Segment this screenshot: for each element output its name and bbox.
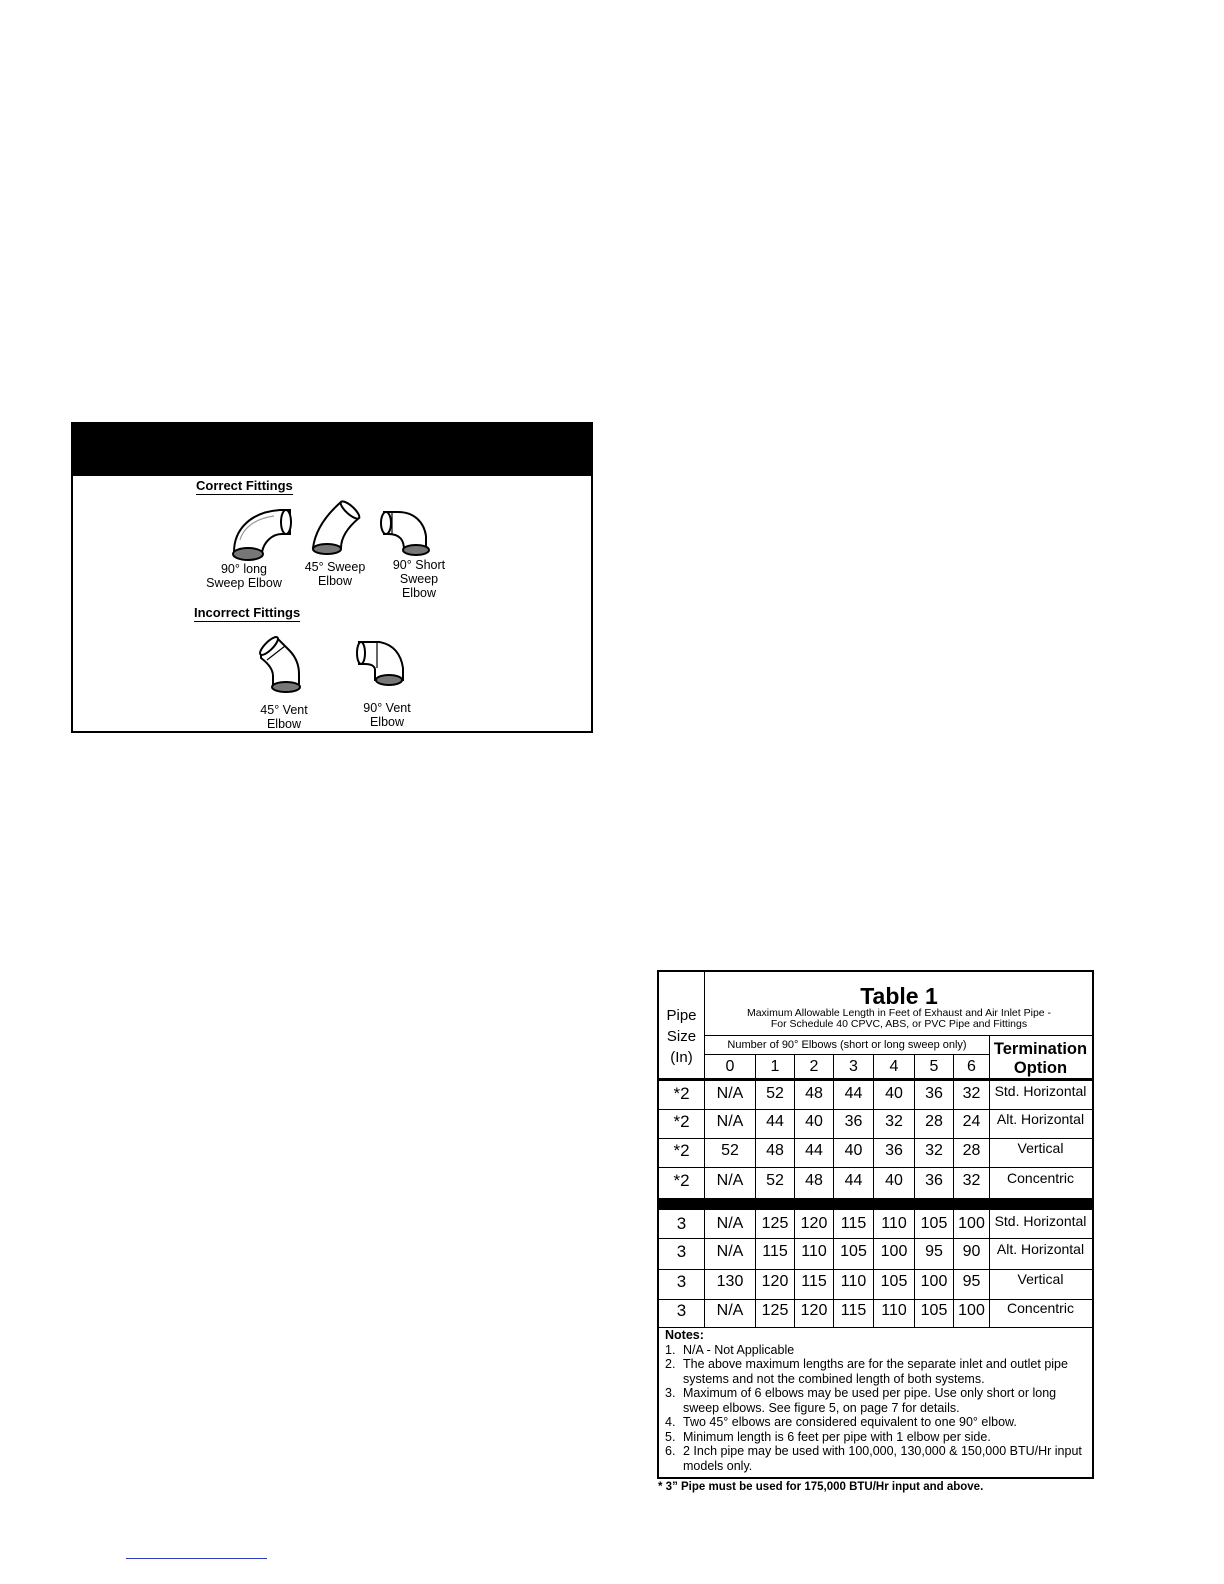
- note-text: The above maximum lengths are for the separate inlet and outlet pipe systems and not the combined length of both systems.: [683, 1357, 1068, 1386]
- row-termination: Vertical: [1017, 1271, 1064, 1287]
- header-line: Pipe: [666, 1007, 697, 1024]
- divider: [705, 1035, 1092, 1036]
- table-cell: N/A: [716, 1172, 744, 1189]
- caption-line: Elbow: [317, 574, 353, 588]
- row-termination: Concentric: [1007, 1170, 1074, 1186]
- elbow-count-3: 3: [849, 1058, 858, 1075]
- caption-line: Sweep: [399, 572, 439, 586]
- vent-90-elbow-caption: [332, 701, 442, 729]
- header-line: Termination: [993, 1040, 1088, 1058]
- table-cell: 95: [962, 1273, 981, 1290]
- table-cell: 48: [805, 1172, 823, 1189]
- table-cell: 52: [721, 1142, 739, 1159]
- note-item: [665, 1386, 1093, 1415]
- divider: [705, 1054, 989, 1055]
- table-cell: 95: [925, 1243, 943, 1260]
- elbow-count-4: 4: [889, 1058, 899, 1075]
- caption-line: 90° long: [220, 562, 267, 576]
- table-cell: 52: [766, 1085, 784, 1102]
- caption-line: Elbow: [401, 586, 437, 600]
- table-footnote: * 3” Pipe must be used for 175,000 BTU/Hr input and above.: [658, 1481, 984, 1493]
- table-cell: 36: [925, 1172, 943, 1189]
- table-cell: 36: [885, 1142, 903, 1159]
- table-cell: 40: [885, 1085, 903, 1102]
- row-termination: Alt. Horizontal: [996, 1111, 1085, 1127]
- short-sweep-elbow-icon: [378, 508, 442, 558]
- table-cell: 105: [840, 1243, 867, 1260]
- note-number: 3.: [665, 1386, 676, 1400]
- incorrect-fittings-heading: Incorrect Fittings: [194, 605, 301, 620]
- vent-90-elbow-icon: [355, 638, 411, 688]
- table-notes: [665, 1328, 1093, 1473]
- table-cell: N/A: [716, 1302, 744, 1319]
- row-termination: Vertical: [1017, 1140, 1064, 1156]
- table-cell: 100: [880, 1243, 908, 1260]
- note-item: [665, 1430, 1093, 1445]
- table-cell: 32: [885, 1113, 903, 1130]
- table-cell: 32: [925, 1142, 943, 1159]
- row-termination: Std. Horizontal: [994, 1213, 1087, 1229]
- short-sweep-elbow-caption: [364, 558, 474, 600]
- table-cell: 28: [962, 1142, 981, 1159]
- note-item: [665, 1444, 1093, 1473]
- note-number: 4.: [665, 1415, 676, 1429]
- table-cell: 110: [840, 1273, 867, 1290]
- table-cell: 110: [881, 1302, 907, 1319]
- table-cell: 105: [920, 1302, 948, 1319]
- pipe-length-table: [657, 970, 1094, 1479]
- note-number: 5.: [665, 1429, 676, 1444]
- table-subtitle-1: Maximum Allowable Length in Feet of Exhaust and Air Inlet Pipe -: [746, 1007, 1052, 1019]
- table-cell: N/A: [716, 1243, 744, 1260]
- table-cell: 90: [962, 1243, 981, 1260]
- row-termination: Concentric: [1007, 1300, 1074, 1316]
- termination-header: [989, 1040, 1092, 1078]
- table-cell: 115: [762, 1243, 788, 1260]
- table-cell: 115: [840, 1302, 867, 1319]
- figure-title-bar: [73, 424, 591, 476]
- divider: [659, 1078, 1092, 1081]
- table-cell: 120: [761, 1273, 789, 1290]
- table-cell: 100: [958, 1215, 985, 1232]
- table-title: Table 1: [860, 983, 938, 1009]
- table-cell: N/A: [716, 1113, 744, 1130]
- row-pipe-size: 3: [676, 1301, 687, 1320]
- table-cell: 36: [844, 1113, 863, 1130]
- elbow-count-5: 5: [929, 1058, 939, 1075]
- table-cell: 48: [805, 1085, 823, 1102]
- fittings-figure: [71, 422, 593, 733]
- pipe-size-header: [659, 1005, 704, 1068]
- row-pipe-size: 3: [676, 1214, 687, 1233]
- table-cell: 32: [962, 1085, 981, 1102]
- note-text: Minimum length is 6 feet per pipe with 1 elbow per side.: [683, 1429, 991, 1444]
- note-text: 2 Inch pipe may be used with 100,000, 130,000 & 150,000 BTU/Hr input models only.: [683, 1444, 1082, 1473]
- table-cell: 24: [962, 1113, 981, 1130]
- table-cell: 125: [761, 1215, 789, 1232]
- row-termination: Std. Horizontal: [994, 1083, 1087, 1099]
- table-cell: 125: [761, 1302, 789, 1319]
- caption-line: Sweep Elbow: [206, 576, 282, 590]
- row-pipe-size: *2: [673, 1141, 690, 1160]
- footer-rule: [126, 1558, 267, 1559]
- table-cell: 44: [844, 1085, 863, 1102]
- divider: [659, 1238, 1092, 1239]
- table-cell: 40: [844, 1142, 863, 1159]
- table-cell: 52: [766, 1172, 784, 1189]
- elbow-count-1: 1: [770, 1058, 780, 1075]
- note-number: 6.: [665, 1444, 676, 1458]
- table-cell: 44: [844, 1172, 863, 1189]
- table-cell: 100: [958, 1302, 985, 1319]
- row-pipe-size: 3: [676, 1272, 687, 1291]
- note-item: [665, 1343, 1093, 1358]
- sweep-45-elbow-icon: [307, 496, 367, 558]
- row-termination: Alt. Horizontal: [996, 1241, 1085, 1257]
- table-cell: 28: [925, 1113, 943, 1130]
- table-cell: 110: [881, 1215, 907, 1232]
- table-cell: 120: [800, 1302, 828, 1319]
- section-divider-bar: [659, 1198, 1092, 1210]
- note-text: Maximum of 6 elbows may be used per pipe. Use only short or long sweep elbows. See figure 5, on page 7 for details.: [683, 1386, 1057, 1415]
- caption-line: 45° Vent: [260, 703, 308, 717]
- row-pipe-size: 3: [676, 1242, 687, 1261]
- note-number: 2.: [665, 1357, 676, 1371]
- table-cell: 44: [766, 1113, 784, 1130]
- table-cell: 110: [801, 1243, 827, 1260]
- caption-line: 45° Sweep: [304, 560, 366, 574]
- table-cell: 48: [766, 1142, 784, 1159]
- note-item: [665, 1357, 1093, 1386]
- elbows-header: Number of 90° Elbows (short or long sweep only): [727, 1039, 967, 1051]
- header-line: (In): [670, 1049, 693, 1066]
- caption-line: Elbow: [369, 715, 405, 729]
- note-number: 1.: [665, 1342, 676, 1357]
- elbow-count-2: 2: [809, 1058, 819, 1075]
- divider: [659, 1167, 1092, 1168]
- header-line: Option: [1013, 1059, 1068, 1077]
- table-cell: 105: [920, 1215, 948, 1232]
- table-cell: 40: [885, 1172, 903, 1189]
- table-cell: 44: [805, 1142, 823, 1159]
- notes-list: [665, 1343, 1093, 1474]
- note-text: Two 45° elbows are considered equivalent to one 90° elbow.: [683, 1415, 1017, 1429]
- table-cell: N/A: [716, 1085, 744, 1102]
- vent-45-elbow-icon: [255, 634, 313, 696]
- header-line: Size: [666, 1028, 697, 1045]
- elbow-count-6: 6: [967, 1058, 976, 1075]
- table-cell: 105: [880, 1273, 908, 1290]
- row-pipe-size: *2: [673, 1171, 690, 1190]
- correct-fittings-heading: Correct Fittings: [196, 478, 293, 493]
- table-cell: 100: [920, 1273, 948, 1290]
- table-cell: 115: [801, 1273, 827, 1290]
- table-cell: 32: [962, 1172, 981, 1189]
- elbow-count-0: 0: [725, 1058, 735, 1075]
- caption-line: Elbow: [266, 717, 302, 731]
- caption-line: 90° Short: [392, 558, 446, 572]
- caption-line: 90° Vent: [363, 701, 411, 715]
- table-cell: 36: [925, 1085, 943, 1102]
- note-text: N/A - Not Applicable: [683, 1342, 795, 1357]
- note-item: [665, 1415, 1093, 1430]
- row-pipe-size: *2: [673, 1084, 690, 1103]
- table-cell: 120: [800, 1215, 828, 1232]
- table-cell: 130: [716, 1273, 744, 1290]
- table-cell: 115: [840, 1215, 867, 1232]
- table-subtitle-2: For Schedule 40 CPVC, ABS, or PVC Pipe and Fittings: [770, 1018, 1028, 1030]
- table-cell: 40: [805, 1113, 823, 1130]
- row-pipe-size: *2: [673, 1112, 690, 1131]
- notes-title: Notes:: [665, 1328, 704, 1342]
- vent-45-elbow-caption: [229, 703, 339, 731]
- table-cell: N/A: [716, 1215, 744, 1232]
